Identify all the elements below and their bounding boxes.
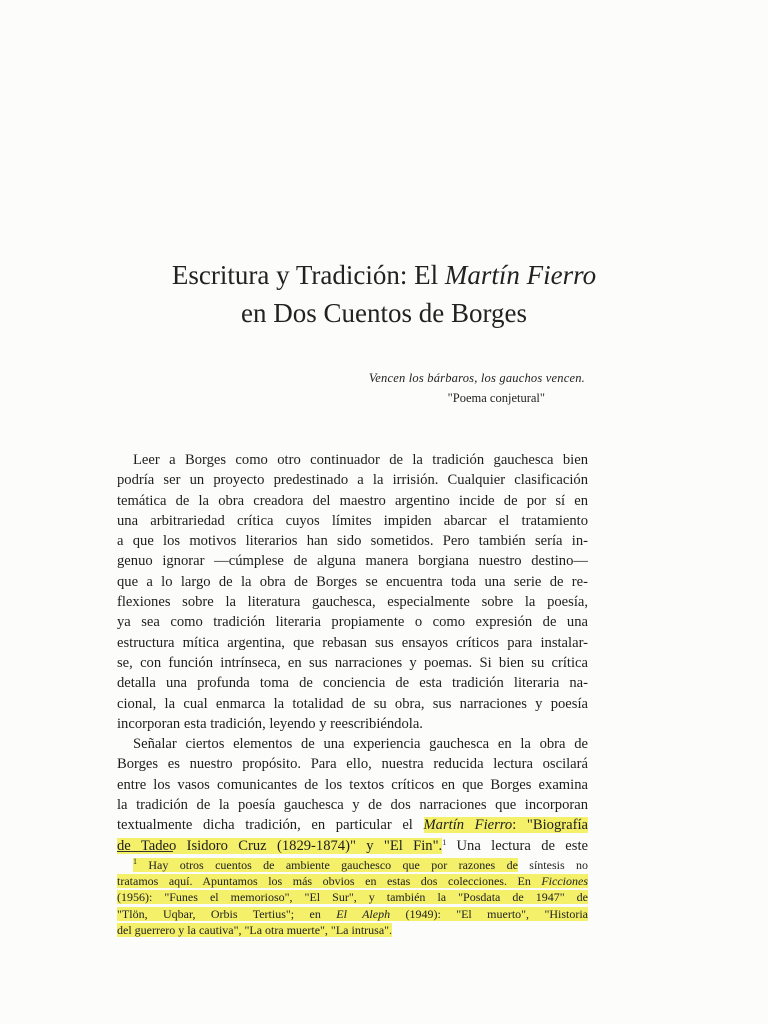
highlight: del guerrero y la cautiva", "La otra muerte", "La intrusa". [117,922,393,937]
body-line: que a lo largo de la obra de Borges se encuentra toda una serie de re- [117,573,588,590]
footnote-line [117,922,588,938]
body-line: de Tadeo Isidoro Cruz (1829-1874)" y "El Fin".$^1$ Una lectura de este [117,837,588,854]
body-line: Señalar ciertos elementos de una experiencia gauchesca en la obra de [133,736,588,753]
highlight: de Tadeo Isidoro Cruz (1829-1874)" y "El Fin". [117,837,443,854]
body-line: temática de la obra creadora del maestro argentino incide de por sí en [117,492,588,509]
body-line: genuo ignorar —cúmplese de alguna manera borgiana nuestro destino— [117,553,588,570]
body-line: estructura mítica argentina, que rebasan sus ensayos críticos para instalar- [117,634,588,651]
body-line: cional, la cual enmarca la totalidad de su obra, sus narraciones y poesía [117,695,588,712]
epigraph [369,368,585,408]
footnote-ref: 1 [442,837,447,847]
body-line: la tradición de la poesía gauchesca y de dos narraciones que incorporan [117,797,588,814]
body-line: Leer a Borges como otro continuador de la tradición gauchesca bien [133,452,588,468]
footnote-marker: 1 [133,857,137,866]
body-line: a que los motivos literarios han sido sometidos. Pero también sería in- [117,533,588,550]
footnote-line: $^1$ Hay otros cuentos de ambiente gauchesco que por razones de síntesis no [133,857,588,872]
highlight: $^1$ Hay otros cuentos de ambiente gauchesco que por razones de [133,857,518,872]
footnote-line [117,906,588,922]
highlight: (1956): "Funes el memorioso", "El Sur", y también la "Posdata de 1947" de [117,890,588,905]
highlight: Martín Fierro: "Biografía [423,817,588,834]
highlight: "Tlön, Uqbar, Orbis Tertius"; en El Aleph (1949): "El muerto", "Historia [117,906,589,921]
body-line: una arbitrariedad crítica cuyos límites impiden abarcar el tratamiento [117,512,588,529]
title-line-1: Escritura y Tradición: El Martín Fierro [171,260,597,290]
epigraph-source: "Poema conjetural" [447,391,545,405]
body-line: Borges es nuestro propósito. Para ello, nuestra reducida lectura oscilará [117,756,588,773]
paragraph-2 [117,734,588,815]
footnote-line [117,889,588,905]
footnote-line [117,873,588,889]
highlight: tratamos aquí. Apuntamos los más obvios en estas dos colecciones. En Ficciones [117,874,588,889]
title-italic-work: Martín Fierro [444,260,597,290]
footnote [117,857,588,938]
article-body [117,450,588,856]
body-line: se, con función intrínseca, en sus narraciones y poemas. Si bien su crítica [117,654,588,671]
body-line: incorporan esta tradición, leyendo y reescribiéndola. [117,715,423,732]
body-line: entre los vasos comunicantes de los textos críticos en que Borges examina [117,776,588,793]
title-line-2: en Dos Cuentos de Borges [241,298,527,328]
body-line: flexiones sobre la literatura gauchesca, especialmente sobre la poesía, [117,594,588,611]
paragraph-1 [117,450,588,734]
body-line: textualmente dicha tradición, en particular el Martín Fierro: "Biografía [117,817,588,834]
body-line: ya sea como tradición literaria propiamente o como expresión de una [117,614,588,631]
epigraph-verse: Vencen los bárbaros, los gauchos vencen. [368,371,585,385]
footnote-rule [117,851,173,852]
body-line: detalla una profunda toma de conciencia de esta tradición literaria na- [117,675,588,692]
article-title [0,256,768,332]
body-line: podría ser un proyecto predestinado a la irrisión. Cualquier clasificación [117,472,588,489]
